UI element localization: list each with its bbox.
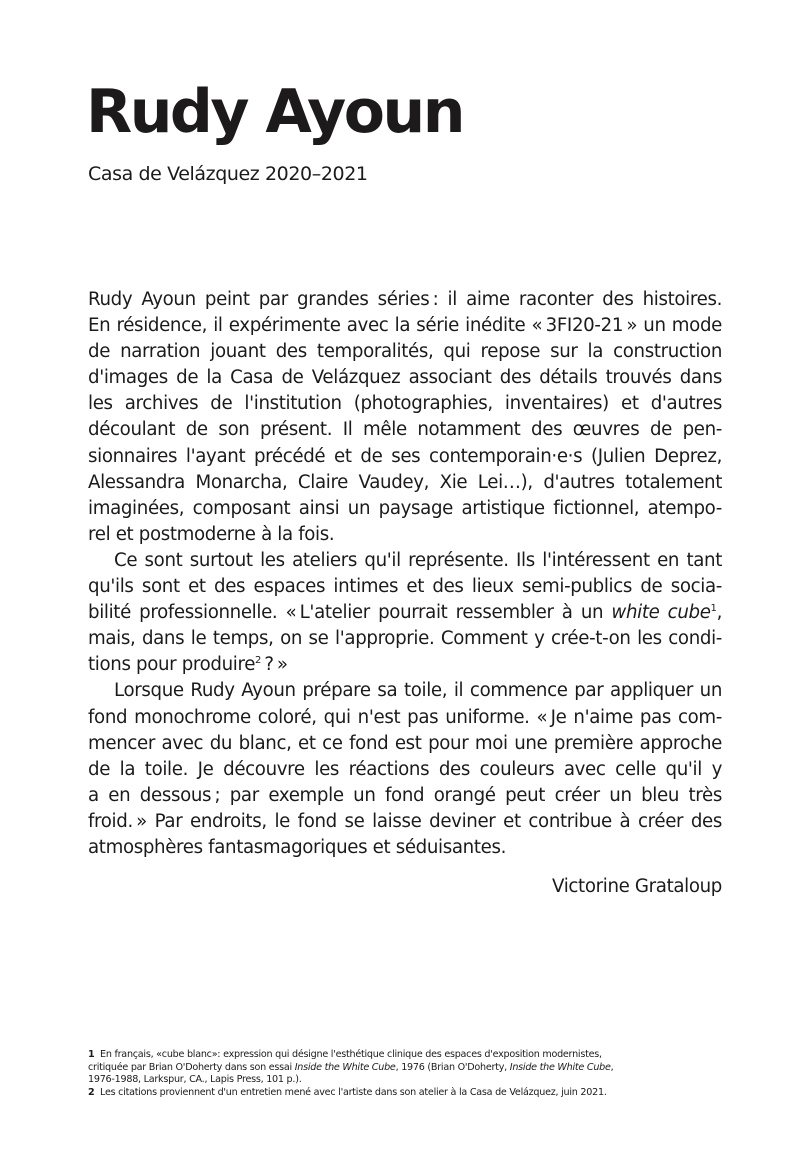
body-line: Alessandra Monarcha, Claire Vaudey, Xie Lei…), d'autres totalement xyxy=(88,471,722,493)
book-title: Inside the White Cube xyxy=(509,1061,611,1073)
author-signature: Victorine Grataloup xyxy=(552,876,722,897)
footnote-text: , 1976 (Brian O'Doherty, xyxy=(395,1061,510,1073)
footnote-number: 2 xyxy=(88,1086,95,1098)
footnote-number: 1 xyxy=(88,1049,95,1060)
body-line-text: tions pour produire xyxy=(88,654,256,676)
body-line: rel et postmoderne à la fois. xyxy=(88,523,335,545)
body-line: a en dessous ; par exemple un fond orangé peut créer un bleu très xyxy=(88,784,722,806)
body-line: découlant de son présent. Il mêle notamment des œuvres de pen- xyxy=(88,419,722,441)
footnotes xyxy=(88,1049,722,1099)
footnote-ref-1[interactable]: 1 xyxy=(710,603,717,615)
body-line: atmosphères fantasmagoriques et séduisantes. xyxy=(88,836,507,858)
body-line-tail: , xyxy=(716,602,722,624)
footnote-text: En français, «cube blanc»: expression qui désigne l'esthétique clinique des espaces d'exposition modernistes, xyxy=(100,1049,602,1060)
page-title: Rudy Ayoun xyxy=(86,77,463,147)
body-line: En résidence, il expérimente avec la série inédite « 3FI20-21 » un mode xyxy=(88,315,722,337)
italic-term: white cube xyxy=(611,602,711,624)
body-line: de la toile. Je découvre les réactions des couleurs avec celle qu'il y xyxy=(88,758,722,780)
body-line xyxy=(88,600,722,626)
body-line-tail: ? » xyxy=(261,654,288,676)
footnote-1-cont: 1976-1988, Larkspur, CA., Lapis Press, 101 p.). xyxy=(88,1074,302,1085)
article-body xyxy=(88,287,722,861)
footnote-text: critiquée par Brian O'Doherty dans son essai xyxy=(88,1061,295,1073)
body-line: de narration jouant des temporalités, qui repose sur la construction xyxy=(88,341,722,363)
body-line xyxy=(88,652,722,678)
body-line: les archives de l'institution (photographies, inventaires) et d'autres xyxy=(88,393,722,415)
body-line: qu'ils sont et des espaces intimes et des lieux semi-publics de socia- xyxy=(88,576,722,598)
body-line: Rudy Ayoun peint par grandes séries : il aime raconter des histoires. xyxy=(88,289,722,310)
footnote-text: Les citations proviennent d'un entretien mené avec l'artiste dans son atelier à la Casa de Velázquez, juin 2021. xyxy=(100,1086,607,1098)
body-line: Ce sont surtout les ateliers qu'il représente. Ils l'intéressent en tant xyxy=(114,549,722,571)
body-line: froid. » Par endroits, le fond se laisse deviner et contribue à créer des xyxy=(88,810,722,832)
footnote-text: , xyxy=(610,1061,614,1073)
body-line: mais, dans le temps, on se l'approprie. Comment y crée-t-on les condi- xyxy=(88,628,722,650)
body-line: fond monochrome coloré, qui n'est pas uniforme. « Je n'aime pas com- xyxy=(88,706,722,728)
body-line: mencer avec du blanc, et ce fond est pour moi une première approche xyxy=(88,732,722,754)
page-subtitle: Casa de Velázquez 2020–2021 xyxy=(88,163,368,185)
footnote-2 xyxy=(88,1087,722,1100)
body-line-text: bilité professionnelle. « L'atelier pourrait ressembler à un xyxy=(88,602,612,624)
book-title: Inside the White Cube xyxy=(294,1061,396,1073)
body-line: imaginées, composant ainsi un paysage artistique fictionnel, atempo- xyxy=(88,497,722,519)
footnote-1 xyxy=(88,1049,722,1062)
footnote-1-cont xyxy=(88,1062,722,1075)
footnote-ref-2[interactable]: 2 xyxy=(255,655,262,667)
body-line: sionnaires l'ayant précédé et de ses contemporain·e·s (Julien Deprez, xyxy=(88,445,722,467)
body-line: d'images de la Casa de Velázquez associant des détails trouvés dans xyxy=(88,367,722,389)
body-line: Lorsque Rudy Ayoun prépare sa toile, il commence par appliquer un xyxy=(114,680,722,702)
